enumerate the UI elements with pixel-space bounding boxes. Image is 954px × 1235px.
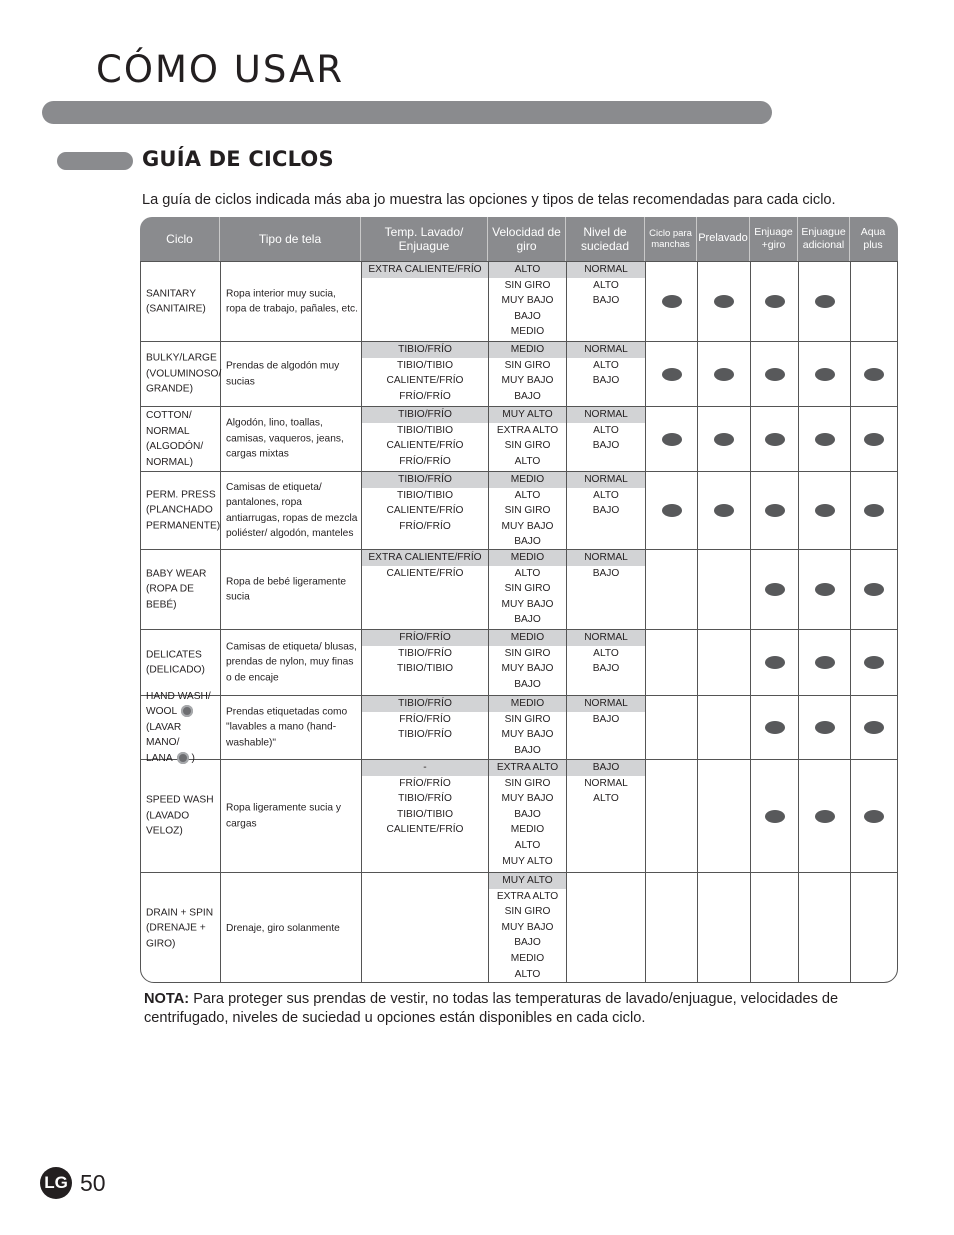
available-dot-icon xyxy=(662,433,682,446)
nivel-option: BAJO xyxy=(592,567,620,579)
available-dot-icon xyxy=(714,504,734,517)
nivel-default: NORMAL xyxy=(567,630,645,646)
cell-ciclo-manchas xyxy=(646,760,698,872)
temp-default: TIBIO/FRÍO xyxy=(362,472,488,488)
nivel-option: ALTO xyxy=(593,793,619,805)
nivel-option: BAJO xyxy=(592,505,620,517)
cell-enjuague-adicional xyxy=(799,342,851,406)
cell-temp xyxy=(362,760,489,872)
velocidad-option: MUY BAJO xyxy=(501,793,554,805)
lg-logo-icon: LG xyxy=(40,1167,72,1199)
temp-option: TIBIO/FRÍO xyxy=(398,793,452,805)
available-dot-icon xyxy=(662,368,682,381)
velocidad-option: MUY BAJO xyxy=(501,729,554,741)
cell-prelavado xyxy=(698,472,751,549)
available-dot-icon xyxy=(815,504,835,517)
velocidad-option: SIN GIRO xyxy=(504,279,551,291)
cell-nivel xyxy=(567,550,646,629)
nivel-option: ALTO xyxy=(593,647,619,659)
temp-option: TIBIO/TIBIO xyxy=(396,489,454,501)
cell-aqua-plus xyxy=(851,696,897,759)
cell-temp xyxy=(362,342,489,406)
cell-temp xyxy=(362,407,489,471)
available-dot-icon xyxy=(714,295,734,308)
cell-enjuague-adicional xyxy=(799,472,851,549)
cycle-name xyxy=(146,689,217,767)
fabric-type: Prendas de algodón muy sucias xyxy=(226,360,340,387)
fabric-type: Ropa de bebé ligeramente sucia xyxy=(226,575,347,603)
cell-nivel xyxy=(567,262,646,341)
available-dot-icon xyxy=(864,504,884,517)
cell-aqua-plus xyxy=(851,550,897,629)
velocidad-option: MUY BAJO xyxy=(501,295,554,307)
velocidad-option: ALTO xyxy=(514,839,541,851)
cell-enjuage-giro xyxy=(751,696,799,759)
cell-nivel xyxy=(567,696,646,759)
table-row xyxy=(141,873,897,983)
velocidad-default: MUY ALTO xyxy=(489,873,566,889)
cell-ciclo xyxy=(141,760,221,872)
available-dot-icon xyxy=(765,721,785,734)
cycle-name: DRAIN + SPIN (DRENAJE + GIRO) xyxy=(146,907,214,950)
cell-nivel xyxy=(567,760,646,872)
cell-temp xyxy=(362,550,489,629)
velocidad-option: ALTO xyxy=(514,455,541,467)
available-dot-icon xyxy=(765,656,785,669)
temp-option: TIBIO/FRÍO xyxy=(398,647,452,659)
temp-default: EXTRA CALIENTE/FRÍO xyxy=(362,550,488,566)
cell-velocidad xyxy=(489,472,567,549)
cycle-name: BABY WEAR (ROPA DE BEBÉ) xyxy=(146,568,207,611)
cell-ciclo-manchas xyxy=(646,630,698,695)
nivel-option: BAJO xyxy=(592,375,620,387)
cell-nivel xyxy=(567,873,646,983)
nivel-option: BAJO xyxy=(592,713,620,725)
cell-ciclo-manchas xyxy=(646,873,698,983)
cell-tipo-de-tela xyxy=(221,472,362,549)
available-dot-icon xyxy=(765,504,785,517)
cell-temp xyxy=(362,873,489,983)
cell-enjuage-giro xyxy=(751,550,799,629)
cell-ciclo xyxy=(141,630,221,695)
cell-enjuague-adicional xyxy=(799,696,851,759)
cell-enjuage-giro xyxy=(751,873,799,983)
cell-ciclo-manchas xyxy=(646,472,698,549)
temp-option: CALIENTE/FRÍO xyxy=(386,567,464,579)
available-dot-icon xyxy=(864,656,884,669)
velocidad-option: BAJO xyxy=(514,744,541,756)
temp-default: EXTRA CALIENTE/FRÍO xyxy=(362,262,488,278)
temp-option: TIBIO/TIBIO xyxy=(396,663,454,675)
page-title: CÓMO USAR xyxy=(96,48,345,91)
cell-enjuague-adicional xyxy=(799,760,851,872)
cell-nivel xyxy=(567,472,646,549)
velocidad-option: EXTRA ALTO xyxy=(496,424,559,436)
cell-tipo-de-tela xyxy=(221,550,362,629)
available-dot-icon xyxy=(815,368,835,381)
temp-option: CALIENTE/FRÍO xyxy=(386,440,464,452)
velocidad-default: MUY ALTO xyxy=(489,407,566,423)
temp-default: TIBIO/FRÍO xyxy=(362,696,488,712)
available-dot-icon xyxy=(714,433,734,446)
fabric-type: Camisas de etiqueta/ blusas, prendas de nylon, muy finas o de encaje xyxy=(226,641,357,684)
nivel-option: ALTO xyxy=(593,279,619,291)
cell-velocidad xyxy=(489,873,567,983)
nivel-option: BAJO xyxy=(592,440,620,452)
cell-velocidad xyxy=(489,262,567,341)
temp-option: TIBIO/TIBIO xyxy=(396,808,454,820)
available-dot-icon xyxy=(815,583,835,596)
nivel-default: NORMAL xyxy=(567,262,645,278)
section-marker xyxy=(57,152,133,170)
velocidad-default: MEDIO xyxy=(489,342,566,358)
cell-ciclo xyxy=(141,550,221,629)
section-title: GUÍA DE CICLOS xyxy=(142,147,334,171)
available-dot-icon xyxy=(714,368,734,381)
cycle-name: SPEED WASH (LAVADO VELOZ) xyxy=(146,794,214,837)
temp-option: CALIENTE/FRÍO xyxy=(386,824,464,836)
cell-ciclo xyxy=(141,873,221,983)
nivel-option: ALTO xyxy=(593,424,619,436)
temp-default: FRÍO/FRÍO xyxy=(362,630,488,646)
cell-tipo-de-tela xyxy=(221,407,362,471)
table-row xyxy=(141,342,897,407)
cell-temp xyxy=(362,630,489,695)
velocidad-option: SIN GIRO xyxy=(504,713,551,725)
available-dot-icon xyxy=(662,295,682,308)
header-tipo-de-tela: Tipo de tela xyxy=(220,217,361,261)
velocidad-default: MEDIO xyxy=(489,550,566,566)
fabric-type: Drenaje, giro solanmente xyxy=(226,922,340,934)
nivel-default: NORMAL xyxy=(567,407,645,423)
cell-ciclo xyxy=(141,690,221,764)
velocidad-default: MEDIO xyxy=(489,472,566,488)
cell-prelavado xyxy=(698,873,751,983)
cell-velocidad xyxy=(489,407,567,471)
header-ciclo: Ciclo xyxy=(140,217,220,261)
cycle-name: COTTON/ NORMAL (ALGODÓN/ NORMAL) xyxy=(146,409,204,468)
cell-enjuage-giro xyxy=(751,262,799,341)
velocidad-option: MEDIO xyxy=(510,326,545,338)
cycle-name: BULKY/LARGE (VOLUMINOSO/ GRANDE) xyxy=(146,352,222,395)
temp-option: CALIENTE/FRÍO xyxy=(386,505,464,517)
cell-prelavado xyxy=(698,407,751,471)
nivel-option: BAJO xyxy=(592,295,620,307)
table-row xyxy=(141,760,897,873)
cell-tipo-de-tela xyxy=(221,262,362,341)
velocidad-option: SIN GIRO xyxy=(504,440,551,452)
cycle-name: DELICATES (DELICADO) xyxy=(146,648,205,676)
velocidad-default: MEDIO xyxy=(489,696,566,712)
temp-option: FRÍO/FRÍO xyxy=(399,777,451,789)
table-row xyxy=(141,630,897,696)
cell-prelavado xyxy=(698,630,751,695)
velocidad-option: MUY BAJO xyxy=(501,663,554,675)
cell-tipo-de-tela xyxy=(221,696,362,759)
velocidad-option: MUY BAJO xyxy=(501,598,554,610)
velocidad-option: BAJO xyxy=(514,614,541,626)
nivel-option: ALTO xyxy=(593,359,619,371)
temp-option: FRÍO/FRÍO xyxy=(399,713,451,725)
cell-aqua-plus xyxy=(851,873,897,983)
cell-nivel xyxy=(567,407,646,471)
table-row xyxy=(141,550,897,630)
header-aqua-plus: Aqua plus xyxy=(860,226,886,251)
temp-option: TIBIO/TIBIO xyxy=(396,359,454,371)
cell-enjuague-adicional xyxy=(799,407,851,471)
fabric-type: Ropa ligeramente sucia y cargas xyxy=(226,802,341,829)
cell-enjuague-adicional xyxy=(799,262,851,341)
velocidad-option: SIN GIRO xyxy=(504,583,551,595)
available-dot-icon xyxy=(864,721,884,734)
cycle-name: PERM. PRESS (PLANCHADO PERMANENTE) xyxy=(146,489,221,532)
cycle-name-part: HAND WASH/ xyxy=(146,690,211,702)
available-dot-icon xyxy=(864,433,884,446)
velocidad-option: SIN GIRO xyxy=(504,359,551,371)
available-dot-icon xyxy=(815,810,835,823)
cell-tipo-de-tela xyxy=(221,760,362,872)
header-enjuague-adicional: Enjuague adicional xyxy=(798,217,850,261)
cell-nivel xyxy=(567,630,646,695)
temp-default: - xyxy=(362,760,488,776)
header-ciclo-manchas: Ciclo para manchas xyxy=(645,217,697,261)
available-dot-icon xyxy=(864,368,884,381)
cell-aqua-plus xyxy=(851,407,897,471)
cell-ciclo xyxy=(141,407,221,471)
velocidad-default: MEDIO xyxy=(489,630,566,646)
velocidad-option: ALTO xyxy=(514,567,541,579)
cycle-name-part: ) xyxy=(191,752,195,764)
nivel-option: BAJO xyxy=(592,663,620,675)
table-row xyxy=(141,407,897,472)
available-dot-icon xyxy=(815,295,835,308)
cell-prelavado xyxy=(698,550,751,629)
temp-option: CALIENTE/FRÍO xyxy=(386,375,464,387)
velocidad-option: BAJO xyxy=(514,808,541,820)
nivel-default: NORMAL xyxy=(567,472,645,488)
note xyxy=(144,990,874,1028)
table-row xyxy=(141,472,897,550)
cell-velocidad xyxy=(489,760,567,872)
cell-prelavado xyxy=(698,262,751,341)
header-enjuage-giro: Enjuage +giro xyxy=(750,217,798,261)
cell-ciclo-manchas xyxy=(646,262,698,341)
temp-default: TIBIO/FRÍO xyxy=(362,407,488,423)
available-dot-icon xyxy=(765,368,785,381)
temp-option: FRÍO/FRÍO xyxy=(399,455,451,467)
intro-text: La guía de ciclos indicada más aba jo muestra las opciones y tipos de telas recomendadas para cada ciclo. xyxy=(142,192,836,208)
cell-ciclo xyxy=(141,472,221,549)
cycle-name-part: LANA xyxy=(146,752,173,764)
cell-prelavado xyxy=(698,342,751,406)
available-dot-icon xyxy=(662,504,682,517)
note-label: NOTA: xyxy=(144,991,190,1007)
header-bar xyxy=(42,101,772,124)
cycle-name: SANITARY (SANITAIRE) xyxy=(146,287,206,315)
velocidad-option: BAJO xyxy=(514,536,541,548)
cell-nivel xyxy=(567,342,646,406)
cycle-name-part: (LAVAR MANO/ xyxy=(146,721,182,749)
header-temp: Temp. Lavado/ Enjuague xyxy=(361,217,488,261)
cell-enjuage-giro xyxy=(751,342,799,406)
page-number: 50 xyxy=(80,1170,106,1196)
cell-enjuage-giro xyxy=(751,760,799,872)
cell-aqua-plus xyxy=(851,760,897,872)
cell-tipo-de-tela xyxy=(221,342,362,406)
velocidad-option: SIN GIRO xyxy=(504,647,551,659)
velocidad-option: ALTO xyxy=(514,968,541,980)
cell-ciclo-manchas xyxy=(646,342,698,406)
cell-enjuage-giro xyxy=(751,472,799,549)
velocidad-option: BAJO xyxy=(514,937,541,949)
cell-ciclo-manchas xyxy=(646,550,698,629)
velocidad-option: SIN GIRO xyxy=(504,906,551,918)
cycle-guide-table xyxy=(140,217,898,983)
table-header xyxy=(140,217,898,261)
available-dot-icon xyxy=(815,721,835,734)
nivel-default: NORMAL xyxy=(567,342,645,358)
fabric-type: Algodón, lino, toallas, camisas, vaqueros, jeans, cargas mixtas xyxy=(226,417,344,460)
cell-ciclo-manchas xyxy=(646,407,698,471)
cell-enjuage-giro xyxy=(751,630,799,695)
nivel-default: NORMAL xyxy=(567,696,645,712)
table-body xyxy=(140,261,898,983)
velocidad-option: MUY BAJO xyxy=(501,520,554,532)
note-text: Para proteger sus prendas de vestir, no todas las temperaturas de lavado/enjuague, velocidades de centrifugado, niveles de suciedad u opciones están disponibles en cada ciclo. xyxy=(144,991,839,1026)
available-dot-icon xyxy=(765,583,785,596)
temp-default: TIBIO/FRÍO xyxy=(362,342,488,358)
table-row xyxy=(141,262,897,342)
header-nivel: Nivel de suciedad xyxy=(566,217,645,261)
nivel-default: NORMAL xyxy=(567,550,645,566)
cell-ciclo-manchas xyxy=(646,696,698,759)
available-dot-icon xyxy=(765,433,785,446)
available-dot-icon xyxy=(815,433,835,446)
velocidad-option: MUY ALTO xyxy=(502,855,553,867)
cell-temp xyxy=(362,472,489,549)
nivel-option: NORMAL xyxy=(584,777,628,789)
fabric-type: Ropa interior muy sucia, ropa de trabajo, pañales, etc. xyxy=(226,287,358,315)
cell-enjuague-adicional xyxy=(799,550,851,629)
cell-enjuage-giro xyxy=(751,407,799,471)
cell-ciclo xyxy=(141,262,221,341)
cell-prelavado xyxy=(698,696,751,759)
header-prelavado: Prelavado xyxy=(697,217,750,261)
velocidad-option: MEDIO xyxy=(510,824,545,836)
cell-tipo-de-tela xyxy=(221,630,362,695)
velocidad-option: MUY BAJO xyxy=(501,375,554,387)
fabric-type: Camisas de etiqueta/ pantalones, ropa antiarrugas, ropas de mezcla poliéster/ algodón, manteles xyxy=(226,481,358,540)
table-row xyxy=(141,690,897,764)
velocidad-option: BAJO xyxy=(514,678,541,690)
available-dot-icon xyxy=(765,295,785,308)
cell-velocidad xyxy=(489,630,567,695)
cell-prelavado xyxy=(698,760,751,872)
velocidad-option: ALTO xyxy=(514,489,541,501)
velocidad-option: SIN GIRO xyxy=(504,777,551,789)
cell-aqua-plus xyxy=(851,472,897,549)
velocidad-option: SIN GIRO xyxy=(504,505,551,517)
temp-option: TIBIO/TIBIO xyxy=(396,424,454,436)
cell-aqua-plus xyxy=(851,342,897,406)
nivel-default: BAJO xyxy=(567,760,645,776)
cell-temp xyxy=(362,262,489,341)
velocidad-default: EXTRA ALTO xyxy=(489,760,566,776)
velocidad-option: BAJO xyxy=(514,310,541,322)
cell-enjuague-adicional xyxy=(799,630,851,695)
temp-option: TIBIO/FRÍO xyxy=(398,729,452,741)
cycle-name-part: WOOL xyxy=(146,706,178,718)
header-velocidad: Velocidad de giro xyxy=(488,217,566,261)
temp-option: FRÍO/FRÍO xyxy=(399,520,451,532)
cell-aqua-plus xyxy=(851,262,897,341)
available-dot-icon xyxy=(864,583,884,596)
cell-velocidad xyxy=(489,342,567,406)
velocidad-option: BAJO xyxy=(514,390,541,402)
velocidad-option: EXTRA ALTO xyxy=(496,890,559,902)
fabric-type: Prendas etiquetadas como "lavables a mano (hand-washable)" xyxy=(226,706,348,749)
available-dot-icon xyxy=(815,656,835,669)
velocidad-option: MUY BAJO xyxy=(501,921,554,933)
cell-enjuague-adicional xyxy=(799,873,851,983)
nivel-option: ALTO xyxy=(593,489,619,501)
cell-velocidad xyxy=(489,550,567,629)
wool-icon xyxy=(181,705,193,717)
temp-option: FRÍO/FRÍO xyxy=(399,390,451,402)
cell-aqua-plus xyxy=(851,630,897,695)
available-dot-icon xyxy=(864,810,884,823)
velocidad-default: ALTO xyxy=(489,262,566,278)
cell-velocidad xyxy=(489,696,567,759)
cell-ciclo xyxy=(141,342,221,406)
velocidad-option: MEDIO xyxy=(510,952,545,964)
cell-temp xyxy=(362,696,489,759)
available-dot-icon xyxy=(765,810,785,823)
cell-tipo-de-tela xyxy=(221,873,362,983)
